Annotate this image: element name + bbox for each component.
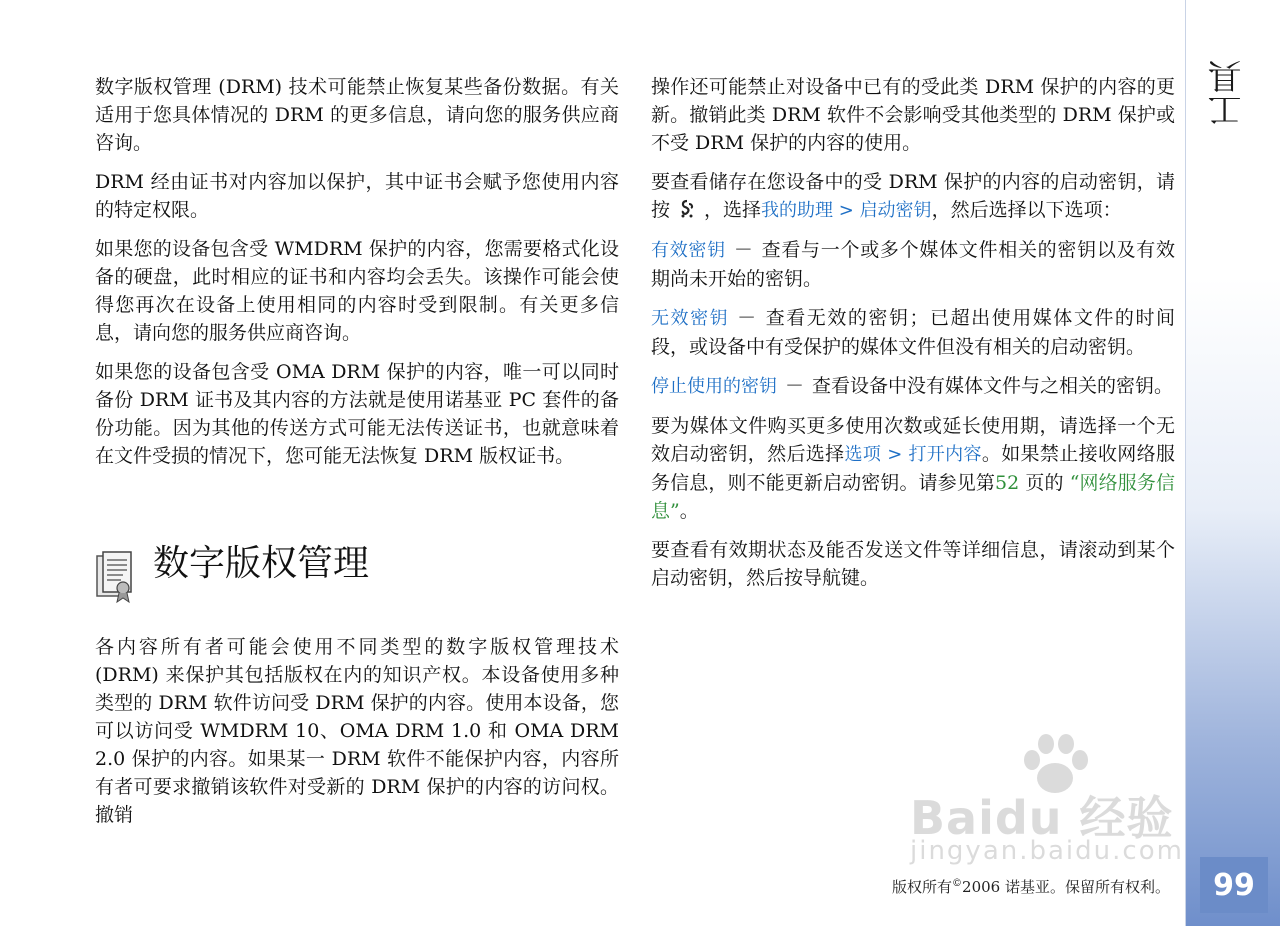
page-reference: 52 <box>995 472 1020 494</box>
menu-separator: > <box>833 200 860 221</box>
page-number: 99 <box>1213 867 1255 903</box>
paragraph: 数字版权管理 (DRM) 技术可能禁止恢复某些备份数据。有关适用于您具体情况的 DRM 的更多信息，请向您的服务供应商咨询。 <box>95 76 619 154</box>
text: 页的 <box>1019 472 1070 494</box>
paragraph-key-instructions <box>651 168 1175 225</box>
menu-path-item: 选项 <box>844 444 882 465</box>
document-certificate-icon <box>93 548 135 604</box>
section-title: 数字版权管理 <box>153 543 370 584</box>
option-desc: 查看与一个或多个媒体文件相关的密钥以及有效期尚未开始的密钥。 <box>651 239 1175 290</box>
page-number-box <box>1200 857 1268 913</box>
text: 。 <box>679 500 699 522</box>
option-desc: 查看无效的密钥；已超出使用媒体文件的时间段，或设备中有受保护的媒体文件但没有相关的启动密钥。 <box>651 307 1175 358</box>
chapter-side-bar <box>1185 0 1280 926</box>
text: ，然后选择以下选项： <box>931 199 1122 221</box>
text: 要查看储存在您设备中的受 DRM 保护的内容的启动密钥，请按 <box>651 171 1175 221</box>
paragraph: 如果您的设备包含受 OMA DRM 保护的内容，唯一可以同时备份 DRM 证书及其内容的方法就是使用诺基亚 PC 套件的备份功能。因为其他的传送方式可能无法传送证书，也就意味着在文件受损的情况下，您可能无法恢复 DRM 版权证书。 <box>95 361 619 467</box>
option-item <box>651 304 1175 361</box>
paragraph: 要查看有效期状态及能否发送文件等详细信息，请滚动到某个启动密钥，然后按导航键。 <box>651 539 1175 589</box>
option-term: 停止使用的密钥 <box>651 376 777 397</box>
option-dash: － <box>785 375 805 397</box>
option-dash: － <box>737 307 757 329</box>
menu-separator: > <box>881 444 909 465</box>
section-header <box>93 540 613 610</box>
chapter-tab-label: 工具 <box>1208 60 1248 128</box>
copyright-symbol: © <box>952 878 963 889</box>
option-item <box>651 236 1175 293</box>
menu-path-item: 我的助理 <box>761 200 834 221</box>
copyright-prefix: 版权所有 <box>892 878 953 896</box>
option-term: 有效密钥 <box>651 240 726 261</box>
paragraph-purchase <box>651 412 1175 525</box>
right-column <box>651 73 1175 603</box>
watermark-brand: Baidu 经验 <box>910 791 1174 845</box>
option-dash: － <box>733 239 753 261</box>
text: 。如果禁止接收网络服务信息，则不能更新启动密钥。请参见第 <box>651 443 1175 494</box>
option-item <box>651 372 1175 401</box>
cross-reference-link[interactable]: “网络服务信息” <box>651 472 1175 522</box>
copyright-notice <box>892 876 1170 897</box>
paragraph: 各内容所有者可能会使用不同类型的数字版权管理技术 (DRM) 来保护其包括版权在内的知识产权。本设备使用多种类型的 DRM 软件访问受 DRM 保护的内容。使用本设备，您可以访问受 WMDRM 10、OMA DRM 1.0 和 OMA DRM 2.0 保护的内容。如果某一 DRM 软件不能保护内容，内容所有者可要求撤销该软件对受新的 DRM 保护的内容的访问权。撤销 <box>95 636 619 826</box>
section-body <box>95 633 619 840</box>
menu-path-item: 启动密钥 <box>859 200 932 221</box>
option-term: 无效密钥 <box>651 308 730 329</box>
menu-path-item: 打开内容 <box>908 444 982 465</box>
paragraph: DRM 经由证书对内容加以保护，其中证书会赋予您使用内容的特定权限。 <box>95 171 619 221</box>
watermark-url: jingyan.baidu.com <box>910 836 1184 866</box>
paragraph: 如果您的设备包含受 WMDRM 保护的内容，您需要格式化设备的硬盘，此时相应的证书和内容均会丢失。该操作可能会使得您再次在设备上使用相同的内容时受到限制。有关更多信息，请向您的服务供应商咨询。 <box>95 238 619 344</box>
left-column <box>95 73 619 481</box>
text: ，选择 <box>704 199 762 221</box>
option-desc: 查看设备中没有媒体文件与之相关的密钥。 <box>812 375 1174 397</box>
baidu-watermark <box>910 730 1210 890</box>
paw-logo-icon <box>1010 730 1100 800</box>
text: 要为媒体文件购买更多使用次数或延长使用期，请选择一个无效启动密钥，然后选择 <box>651 415 1175 465</box>
copyright-suffix: 2006 诺基亚。保留所有权利。 <box>962 878 1170 896</box>
paragraph: 操作还可能禁止对设备中已有的受此类 DRM 保护的内容的更新。撤销此类 DRM 软件不会影响受其他类型的 DRM 保护或不受 DRM 保护的内容的使用。 <box>651 76 1175 154</box>
menu-key-icon <box>676 198 698 220</box>
